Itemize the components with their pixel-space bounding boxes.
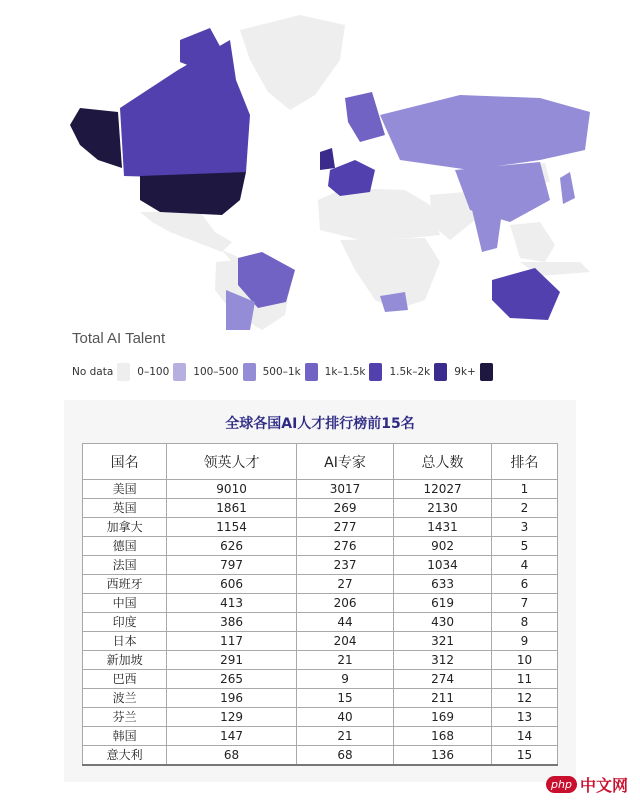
ranking-table bbox=[82, 443, 558, 766]
table-cell: 中国 bbox=[83, 594, 167, 613]
legend-swatch bbox=[480, 363, 493, 381]
table-cell: 1154 bbox=[167, 518, 297, 537]
table-row bbox=[83, 594, 558, 613]
table-cell: 211 bbox=[394, 689, 492, 708]
alaska-shape bbox=[70, 108, 122, 168]
legend-item bbox=[137, 363, 186, 381]
legend-label: 9k+ bbox=[454, 366, 476, 378]
table-cell: 1034 bbox=[394, 556, 492, 575]
column-header: AI专家 bbox=[296, 444, 393, 480]
php-cn-logo bbox=[546, 771, 628, 797]
table-row bbox=[83, 613, 558, 632]
table-row bbox=[83, 708, 558, 727]
table-cell: 21 bbox=[296, 727, 393, 746]
table-cell: 321 bbox=[394, 632, 492, 651]
table-cell: 633 bbox=[394, 575, 492, 594]
table-cell: 136 bbox=[394, 746, 492, 766]
table-cell: 117 bbox=[167, 632, 297, 651]
table-cell: 204 bbox=[296, 632, 393, 651]
legend bbox=[72, 361, 500, 383]
legend-swatch bbox=[305, 363, 318, 381]
legend-swatch bbox=[173, 363, 186, 381]
legend-label: 500–1k bbox=[262, 366, 301, 378]
legend-item bbox=[454, 363, 493, 381]
legend-label: 100–500 bbox=[193, 366, 239, 378]
table-cell: 新加坡 bbox=[83, 651, 167, 670]
table-row bbox=[83, 575, 558, 594]
table-row bbox=[83, 499, 558, 518]
north-africa-shape bbox=[318, 188, 440, 240]
table-cell: 10 bbox=[491, 651, 557, 670]
legend-item bbox=[263, 363, 318, 381]
table-cell: 168 bbox=[394, 727, 492, 746]
table-cell: 265 bbox=[167, 670, 297, 689]
legend-item bbox=[325, 363, 383, 381]
table-row bbox=[83, 689, 558, 708]
table-cell: 8 bbox=[491, 613, 557, 632]
table-cell: 印度 bbox=[83, 613, 167, 632]
table-cell: 206 bbox=[296, 594, 393, 613]
table-cell: 加拿大 bbox=[83, 518, 167, 537]
table-cell: 169 bbox=[394, 708, 492, 727]
table-cell: 40 bbox=[296, 708, 393, 727]
table-cell: 4 bbox=[491, 556, 557, 575]
table-cell: 277 bbox=[296, 518, 393, 537]
logo-badge: php bbox=[546, 776, 577, 793]
table-cell: 430 bbox=[394, 613, 492, 632]
column-header: 总人数 bbox=[394, 444, 492, 480]
table-cell: 276 bbox=[296, 537, 393, 556]
table-cell: 68 bbox=[167, 746, 297, 766]
table-cell: 1431 bbox=[394, 518, 492, 537]
table-cell: 13 bbox=[491, 708, 557, 727]
table-row bbox=[83, 727, 558, 746]
table-cell: 11 bbox=[491, 670, 557, 689]
legend-label: 0–100 bbox=[137, 366, 170, 378]
table-cell: 波兰 bbox=[83, 689, 167, 708]
table-cell: 619 bbox=[394, 594, 492, 613]
table-cell: 21 bbox=[296, 651, 393, 670]
column-header: 排名 bbox=[491, 444, 557, 480]
table-row bbox=[83, 651, 558, 670]
table-cell: 291 bbox=[167, 651, 297, 670]
legend-swatch bbox=[434, 363, 447, 381]
table-cell: 2130 bbox=[394, 499, 492, 518]
table-cell: 6 bbox=[491, 575, 557, 594]
southeast-asia-shape bbox=[510, 222, 555, 262]
table-cell: 巴西 bbox=[83, 670, 167, 689]
legend-swatch bbox=[117, 363, 130, 381]
australia-shape bbox=[492, 268, 560, 320]
table-cell: 626 bbox=[167, 537, 297, 556]
table-cell: 3 bbox=[491, 518, 557, 537]
table-cell: 68 bbox=[296, 746, 393, 766]
legend-swatch bbox=[369, 363, 382, 381]
table-row bbox=[83, 746, 558, 766]
legend-item bbox=[72, 363, 130, 381]
legend-item bbox=[193, 363, 255, 381]
legend-label: No data bbox=[72, 366, 114, 378]
table-cell: 269 bbox=[296, 499, 393, 518]
table-row bbox=[83, 670, 558, 689]
table-cell: 日本 bbox=[83, 632, 167, 651]
table-cell: 12 bbox=[491, 689, 557, 708]
table-row bbox=[83, 556, 558, 575]
table-cell: 芬兰 bbox=[83, 708, 167, 727]
table-cell: 797 bbox=[167, 556, 297, 575]
table-cell: 德国 bbox=[83, 537, 167, 556]
table-row bbox=[83, 537, 558, 556]
table-cell: 606 bbox=[167, 575, 297, 594]
table-cell: 147 bbox=[167, 727, 297, 746]
legend-label: 1.5k–2k bbox=[389, 366, 431, 378]
western-europe-shape bbox=[328, 160, 375, 196]
table-cell: 274 bbox=[394, 670, 492, 689]
table-cell: 7 bbox=[491, 594, 557, 613]
india-shape bbox=[472, 210, 502, 252]
table-cell: 法国 bbox=[83, 556, 167, 575]
table-cell: 美国 bbox=[83, 480, 167, 499]
table-cell: 1861 bbox=[167, 499, 297, 518]
legend-label: 1k–1.5k bbox=[324, 366, 366, 378]
table-cell: 27 bbox=[296, 575, 393, 594]
table-cell: 5 bbox=[491, 537, 557, 556]
table-cell: 413 bbox=[167, 594, 297, 613]
table-cell: 9010 bbox=[167, 480, 297, 499]
table-cell: 312 bbox=[394, 651, 492, 670]
table-cell: 237 bbox=[296, 556, 393, 575]
legend-swatch bbox=[243, 363, 256, 381]
table-cell: 韩国 bbox=[83, 727, 167, 746]
table-cell: 英国 bbox=[83, 499, 167, 518]
world-map bbox=[0, 0, 640, 330]
table-cell: 12027 bbox=[394, 480, 492, 499]
japan-shape bbox=[560, 172, 575, 204]
table-row bbox=[83, 480, 558, 499]
table-cell: 15 bbox=[491, 746, 557, 766]
table-cell: 902 bbox=[394, 537, 492, 556]
table-cell: 386 bbox=[167, 613, 297, 632]
column-header: 国名 bbox=[83, 444, 167, 480]
legend-item bbox=[389, 363, 447, 381]
table-cell: 9 bbox=[491, 632, 557, 651]
table-cell: 9 bbox=[296, 670, 393, 689]
table-cell: 129 bbox=[167, 708, 297, 727]
mexico-shape bbox=[140, 212, 232, 252]
table-header-row bbox=[83, 444, 558, 480]
greenland-shape bbox=[240, 15, 345, 110]
scandinavia-shape bbox=[345, 92, 385, 142]
table-cell: 14 bbox=[491, 727, 557, 746]
column-header: 领英人才 bbox=[167, 444, 297, 480]
table-cell: 2 bbox=[491, 499, 557, 518]
table-cell: 西班牙 bbox=[83, 575, 167, 594]
logo-text: 中文网 bbox=[579, 775, 628, 795]
uk-shape bbox=[320, 148, 335, 170]
table-cell: 44 bbox=[296, 613, 393, 632]
table-cell: 3017 bbox=[296, 480, 393, 499]
table-row bbox=[83, 518, 558, 537]
russia-shape bbox=[380, 95, 590, 170]
table-cell: 1 bbox=[491, 480, 557, 499]
table-cell: 15 bbox=[296, 689, 393, 708]
table-row bbox=[83, 632, 558, 651]
legend-title: Total AI Talent bbox=[72, 330, 166, 347]
usa-shape bbox=[140, 172, 246, 215]
table-cell: 意大利 bbox=[83, 746, 167, 766]
table-title: 全球各国AI人才排行榜前15名 bbox=[225, 416, 415, 432]
table-cell: 196 bbox=[167, 689, 297, 708]
